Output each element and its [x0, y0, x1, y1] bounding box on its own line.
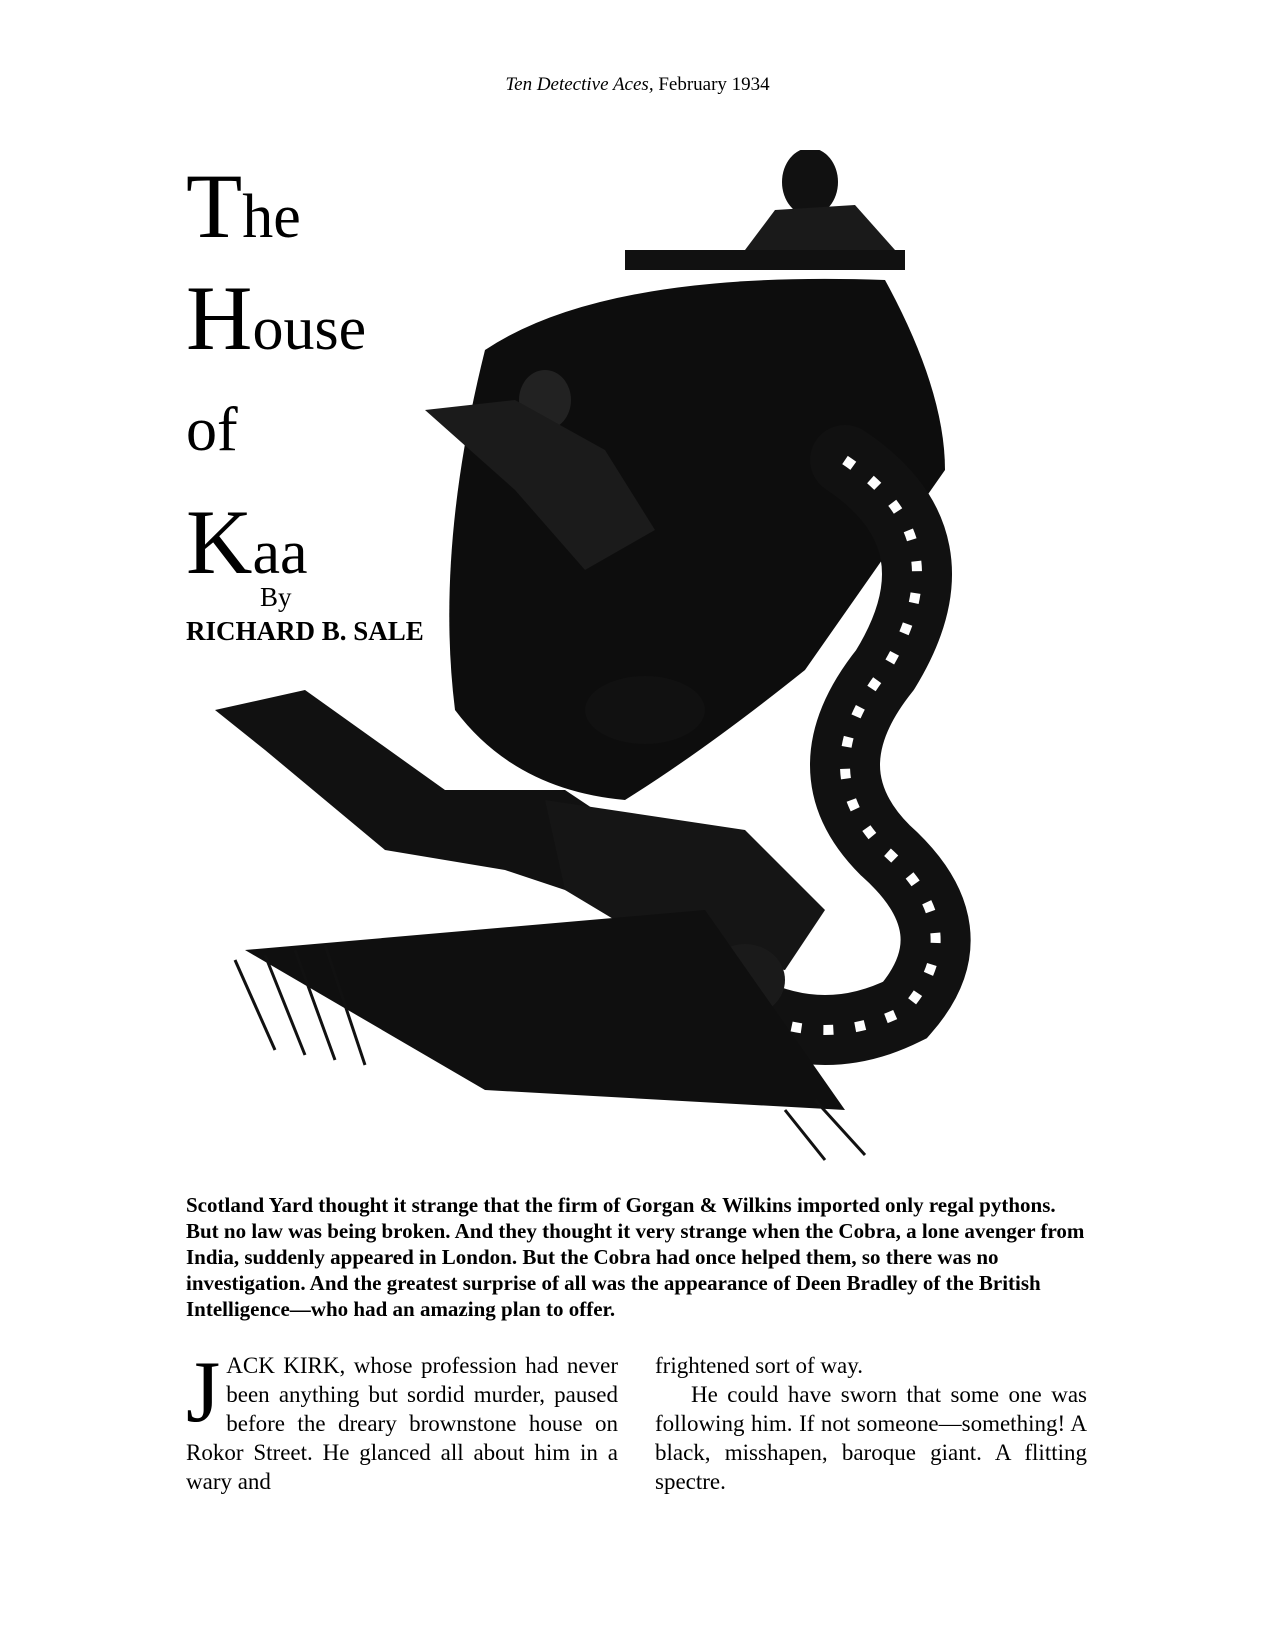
- magazine-name: Ten Detective Aces,: [505, 74, 654, 95]
- issue-date: February 1934: [658, 74, 770, 95]
- story-column-2: [655, 1351, 1087, 1496]
- table-edge: [625, 250, 905, 270]
- title-line-3: of: [186, 396, 238, 464]
- story-column-1: [186, 1344, 618, 1496]
- man-head-top: [782, 150, 838, 216]
- story-paragraph: He could have sworn that some one was following him. If not someone—something! A black, misshapen, baroque giant. A flitting spectre.: [655, 1382, 1087, 1494]
- story-blurb: Scotland Yard thought it strange that the firm of Gorgan & Wilkins imported only regal pythons. But no law was being broken. And they thought it very strange when the Cobra, a lone avenger from India, suddenly appeared in London. But the Cobra had once helped them, so there was no investigation. And the greatest surprise of all was the appearance of Deen Bradley of the British Intelligence—who had an amazing plan to offer.: [186, 1193, 1085, 1321]
- title-line-4: Kaa: [186, 491, 308, 593]
- title-line-1: The: [186, 155, 301, 257]
- story-title: [186, 150, 366, 598]
- drop-cap: J: [186, 1344, 221, 1441]
- python-head: [585, 676, 705, 744]
- author-name: RICHARD B. SALE: [186, 616, 424, 646]
- title-line-2: House: [186, 267, 367, 369]
- man-shoulders-top: [745, 205, 895, 250]
- story-paragraph-continued: frightened sort of way.: [655, 1353, 863, 1378]
- byline: By: [260, 582, 292, 612]
- story-paragraph: JACK KIRK, whose profession had never been anything but sordid murder, paused before the dreary brownstone house on Rokor Street. He glanced all about him in a wary and: [186, 1344, 618, 1494]
- page-header: [0, 74, 1275, 96]
